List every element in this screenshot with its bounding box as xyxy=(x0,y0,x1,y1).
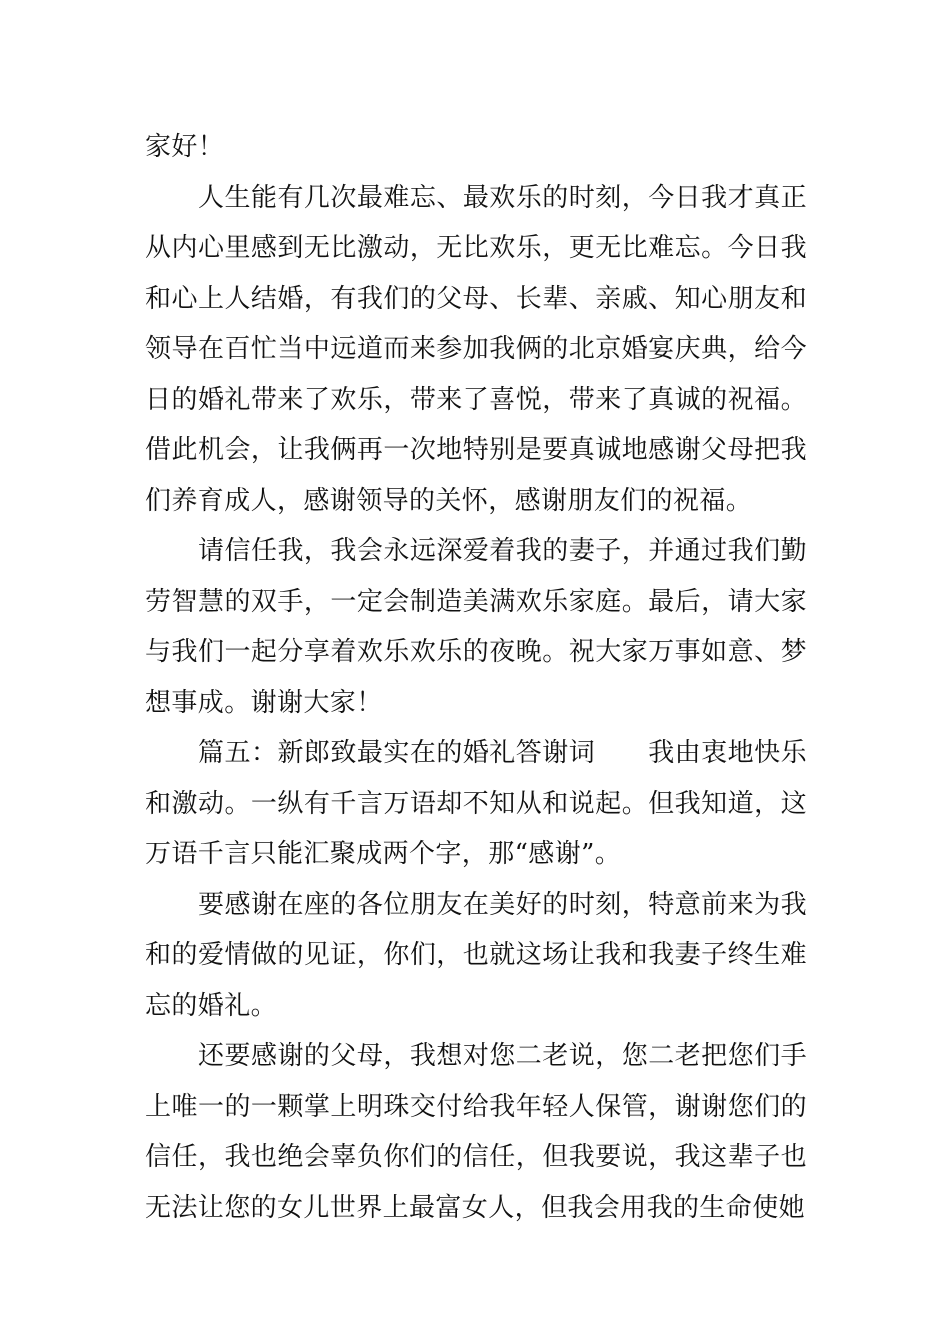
paragraph-4: 篇五：新郎致最实在的婚礼答谢词 我由衷地快乐和激动。一纵有千言万语却不知从和说起。但我知道，这万语千言只能汇聚成两个字，那“感谢”。 xyxy=(145,738,807,869)
paragraph-2: 人生能有几次最难忘、最欢乐的时刻，今日我才真正从内心里感到无比激动，无比欢乐，更无比难忘。今日我和心上人结婚，有我们的父母、长辈、亲戚、知心朋友和领导在百忙当中远道而来参加我俩的北京婚宴庆典，给今日的婚礼带来了欢乐，带来了喜悦，带来了真诚的祝福。借此机会，让我俩再一次地特别是要真诚地感谢父母把我们养育成人，感谢领导的关怀，感谢朋友们的祝福。 xyxy=(145,182,807,516)
paragraph-6: 还要感谢的父母，我想对您二老说，您二老把您们手上唯一的一颗掌上明珠交付给我年轻人保管，谢谢您们的信任，我也绝会辜负你们的信任，但我要说，我这辈子也无法让您的女儿世界上最富女人，但我会用我的生命使她 xyxy=(145,1041,807,1223)
paragraph-3: 请信任我，我会永远深爱着我的妻子，并通过我们勤劳智慧的双手，一定会制造美满欢乐家庭。最后，请大家与我们一起分享着欢乐欢乐的夜晚。祝大家万事如意、梦想事成。谢谢大家！ xyxy=(145,536,807,718)
paragraph-1: 家好！ xyxy=(145,132,225,162)
document-body xyxy=(145,122,807,1233)
paragraph-5: 要感谢在座的各位朋友在美好的时刻，特意前来为我和的爱情做的见证，你们，也就这场让我和我妻子终生难忘的婚礼。 xyxy=(145,889,807,1021)
